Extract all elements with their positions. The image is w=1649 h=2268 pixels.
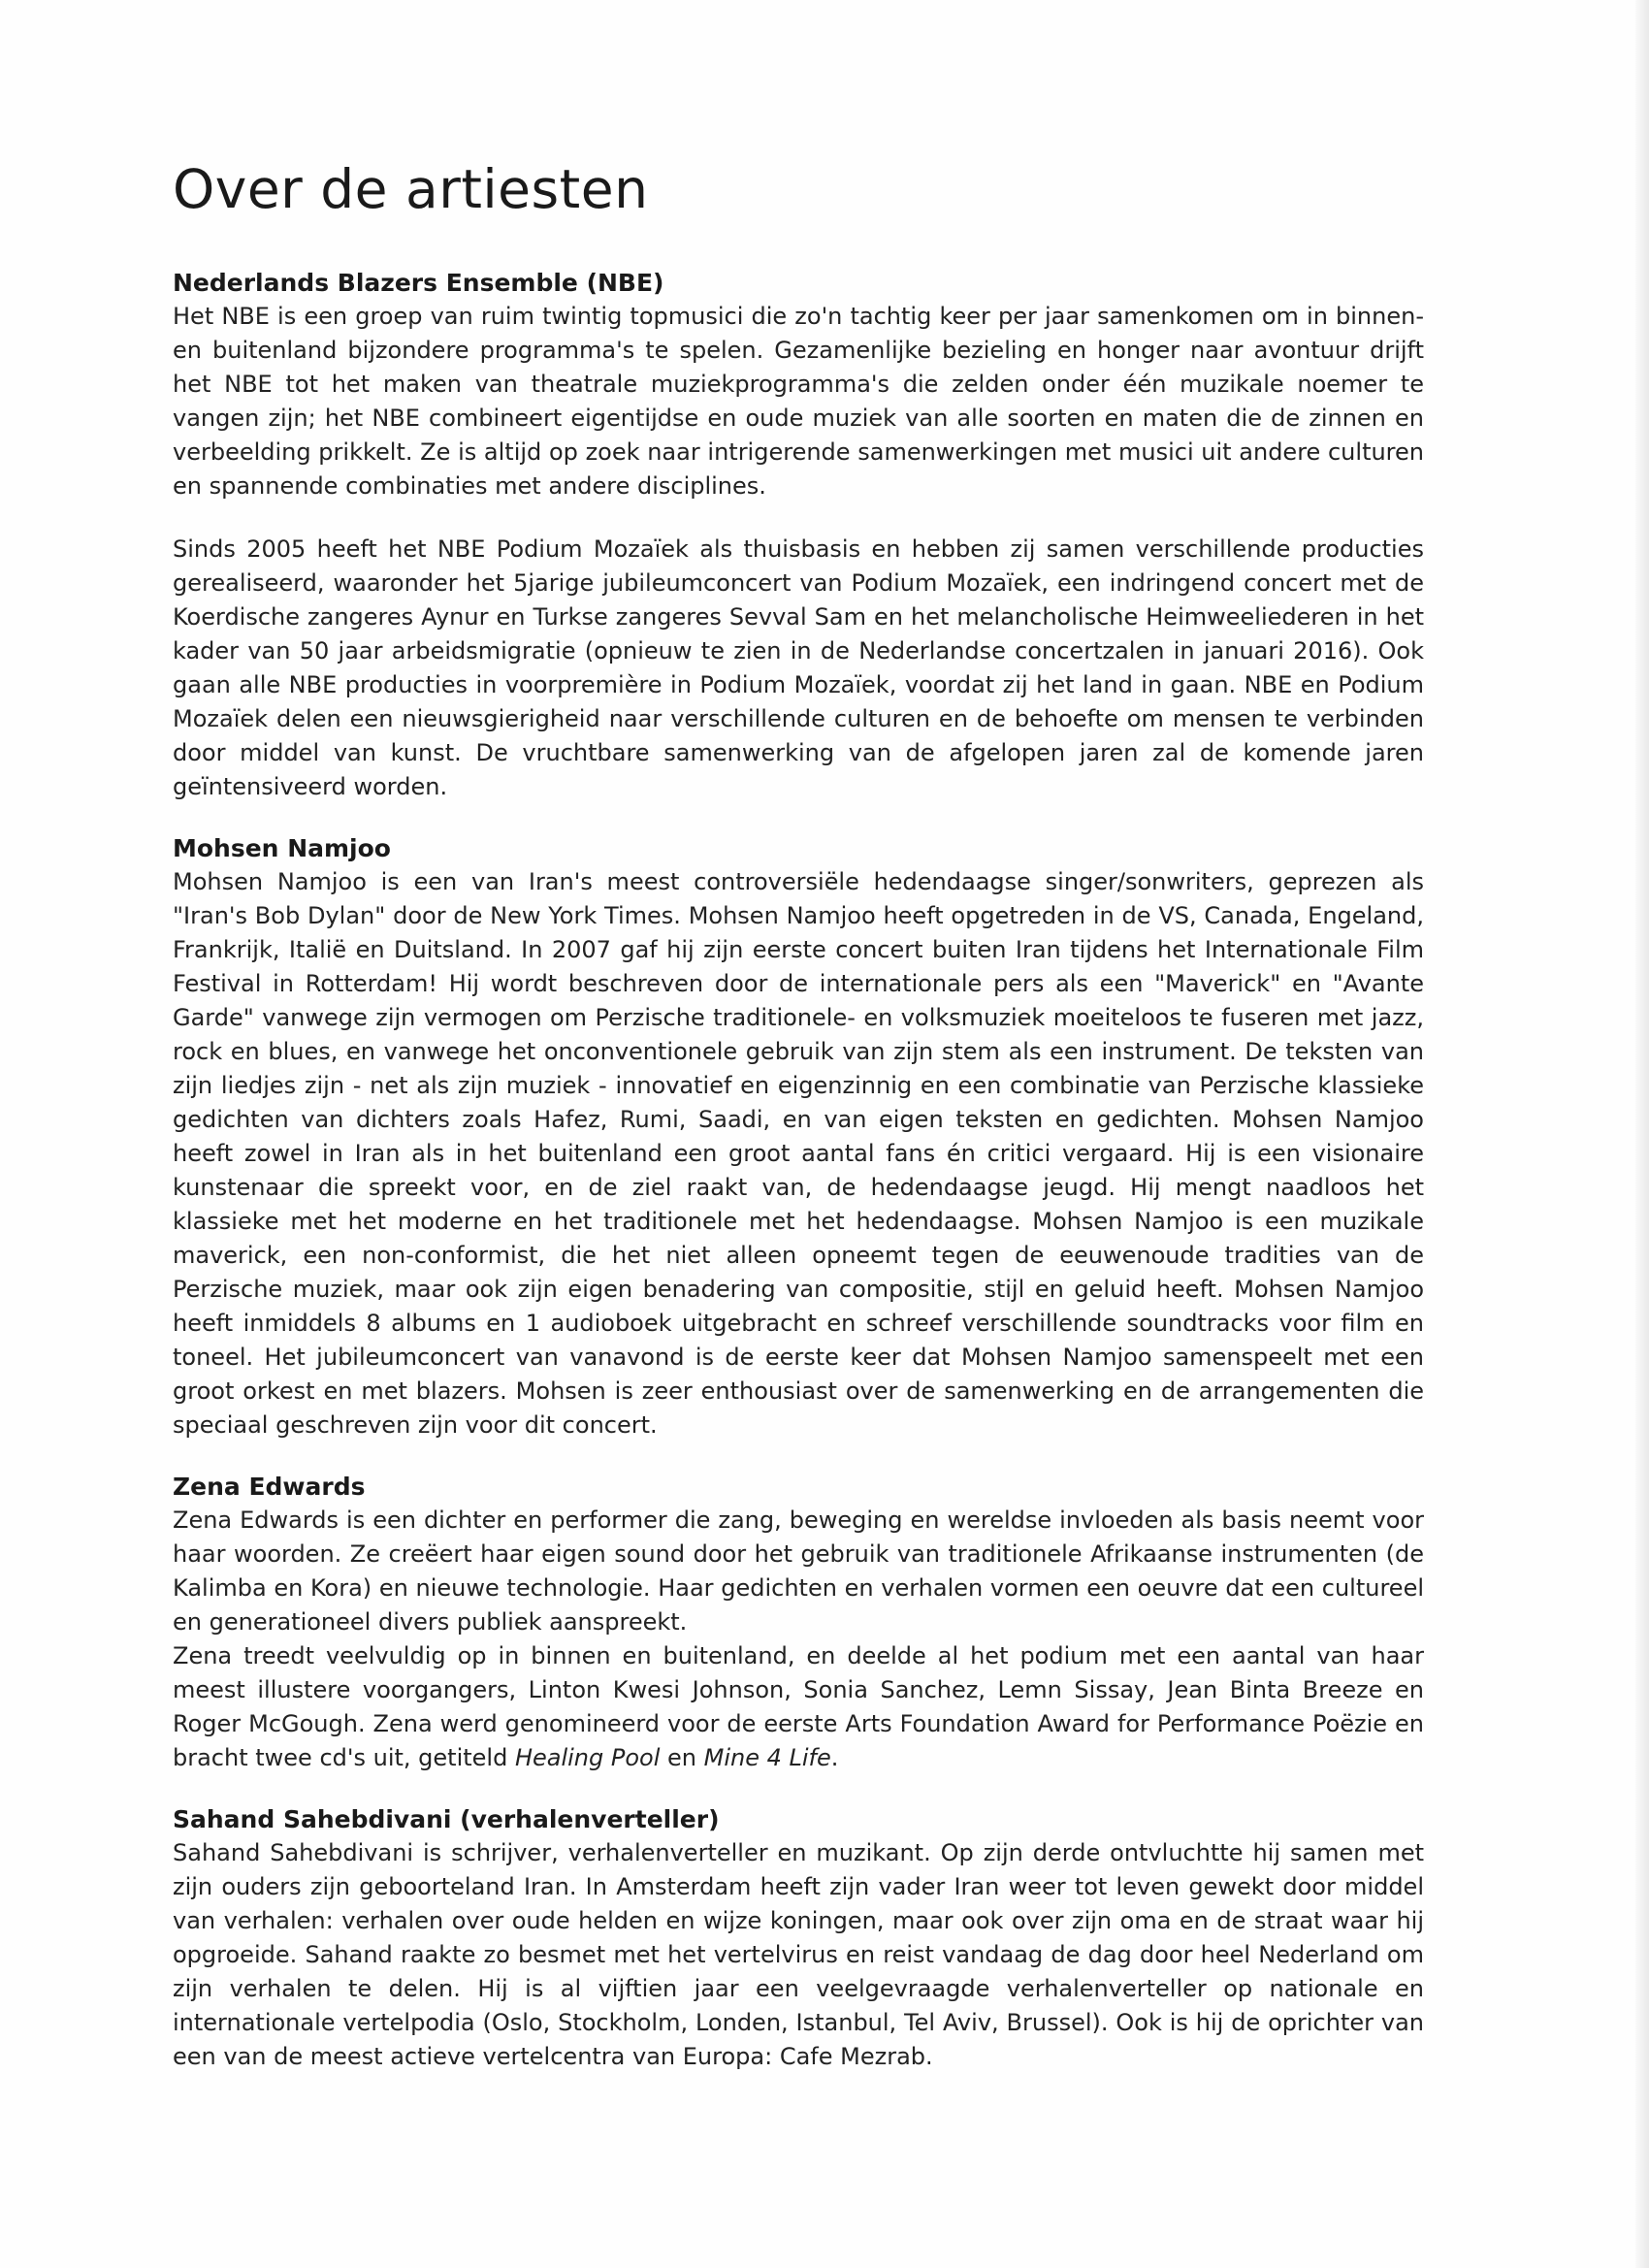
paragraph-zena-2-end: . — [830, 1744, 839, 1771]
paragraph-zena-2 — [173, 1639, 1424, 1775]
section-namjoo — [173, 831, 1424, 1442]
paragraph-zena-1: Zena Edwards is een dichter en performer die zang, beweging en wereldse invloeden als basis neemt voor haar woorden. Ze creëert haar eigen sound door het gebruik van traditionele Afrikaanse instrumenten (de Kalimba en Kora) en nieuwe technologie. Haar gedichten en verhalen vormen een oeuvre dat een cultureel en generationeel divers publiek aanspreekt. — [173, 1507, 1424, 1636]
section-heading-zena: Zena Edwards — [173, 1473, 366, 1501]
section-heading-namjoo: Mohsen Namjoo — [173, 834, 391, 862]
section-heading-sahand: Sahand Sahebdivani (verhalenverteller) — [173, 1805, 720, 1833]
section-heading-nbe: Nederlands Blazers Ensemble (NBE) — [173, 269, 664, 297]
album-title-mine-4-life: Mine 4 Life — [703, 1744, 831, 1771]
paragraph-zena-2-and: en — [660, 1744, 704, 1771]
section-sahand — [173, 1802, 1424, 2074]
album-title-healing-pool: Healing Pool — [514, 1744, 661, 1771]
page-content — [173, 155, 1424, 2101]
paragraph-namjoo-1: Mohsen Namjoo is een van Iran's meest controversiële hedendaagse singer/sonwriters, geprezen als "Iran's Bob Dylan" door de New York Times. Mohsen Namjoo heeft opgetreden in de VS, Canada, Engeland, Frankrijk, Italië en Duitsland. In 2007 gaf hij zijn eerste concert buiten Iran tijdens het Internationale Film Festival in Rotterdam! Hij wordt beschreven door de internationale pers als een "Maverick" en "Avante Garde" vanwege zijn vermogen om Perzische traditionele- en volksmuziek moeiteloos te fuseren met jazz, rock en blues, en vanwege het onconventionele gebruik van zijn stem als een instrument. De teksten van zijn liedjes zijn - net als zijn muziek - innovatief en eigenzinnig en een combinatie van Perzische klassieke gedichten van dichters zoals Hafez, Rumi, Saadi, en van eigen teksten en gedichten. Mohsen Namjoo heeft zowel in Iran als in het buitenland een groot aantal fans én critici vergaard. Hij is een visionaire kunstenaar die spreekt voor, en de ziel raakt van, de hedendaagse jeugd. Hij mengt naadloos het klassieke met het moderne en het traditionele met het hedendaagse. Mohsen Namjoo is een muzikale maverick, een non-conformist, die het niet alleen opneemt tegen de eeuwenoude tradities van de Perzische muziek, maar ook zijn eigen benadering van compositie, stijl en geluid heeft. Mohsen Namjoo heeft inmiddels 8 albums en 1 audioboek uitgebracht en schreef verschillende soundtracks voor film en toneel. Het jubileumconcert van vanavond is de eerste keer dat Mohsen Namjoo samenspeelt met een groot orkest en met blazers. Mohsen is zeer enthousiast over de samenwerking en de arrangementen die speciaal geschreven zijn voor dit concert. — [173, 868, 1424, 1439]
paragraph-nbe-1: Het NBE is een groep van ruim twintig topmusici die zo'n tachtig keer per jaar samenkomen om in binnen- en buitenland bijzondere programma's te spelen. Gezamenlijke bezieling en honger naar avontuur drijft het NBE tot het maken van theatrale muziekprogramma's die zelden onder één muzikale noemer te vangen zijn; het NBE combineert eigentijdse en oude muziek van alle soorten en maten die de zinnen en verbeelding prikkelt. Ze is altijd op zoek naar intrigerende samenwerkingen met musici uit andere culturen en spannende combinaties met andere disciplines. — [173, 303, 1424, 500]
paragraph-sahand-1: Sahand Sahebdivani is schrijver, verhalenverteller en muzikant. Op zijn derde ontvluchtte hij samen met zijn ouders zijn geboorteland Iran. In Amsterdam heeft zijn vader Iran weer tot leven gewekt door middel van verhalen: verhalen over oude helden en wijze koningen, maar ook over zijn oma en de straat waar hij opgroeide. Sahand raakte zo besmet met het vertelvirus en reist vandaag de dag door heel Nederland om zijn verhalen te delen. Hij is al vijftien jaar een veelgevraagde verhalenverteller op nationale en internationale vertelpodia (Oslo, Stockholm, Londen, Istanbul, Tel Aviv, Brussel). Ook is hij de oprichter van een van de meest actieve vertelcentra van Europa: Cafe Mezrab. — [173, 1839, 1424, 2070]
page-title: Over de artiesten — [173, 158, 649, 220]
page-edge-shadow — [1635, 0, 1649, 2268]
section-nbe — [173, 266, 1424, 804]
paragraph-zena-2-text: Zena treedt veelvuldig op in binnen en buitenland, en deelde al het podium met een aantal van haar meest illustere voorgangers, Linton Kwesi Johnson, Sonia Sanchez, Lemn Sissay, Jean Binta Breeze en Roger McGough. Zena werd genomineerd voor de eerste Arts Foundation Award for Performance Poëzie en bracht twee cd's uit, getiteld — [173, 1642, 1424, 1771]
section-zena — [173, 1470, 1424, 1775]
paragraph-nbe-2: Sinds 2005 heeft het NBE Podium Mozaïek als thuisbasis en hebben zij samen verschillende producties gerealiseerd, waaronder het 5jarige jubileumconcert van Podium Mozaïek, een indringend concert met de Koerdische zangeres Aynur en Turkse zangeres Sevval Sam en het melancholische Heimweeliederen in het kader van 50 jaar arbeidsmigratie (opnieuw te zien in de Nederlandse concertzalen in januari 2016). Ook gaan alle NBE producties in voorpremière in Podium Mozaïek, voordat zij het land in gaan. NBE en Podium Mozaïek delen een nieuwsgierigheid naar verschillende culturen en de behoefte om mensen te verbinden door middel van kunst. De vruchtbare samenwerking van de afgelopen jaren zal de komende jaren geïntensiveerd worden. — [173, 535, 1424, 800]
